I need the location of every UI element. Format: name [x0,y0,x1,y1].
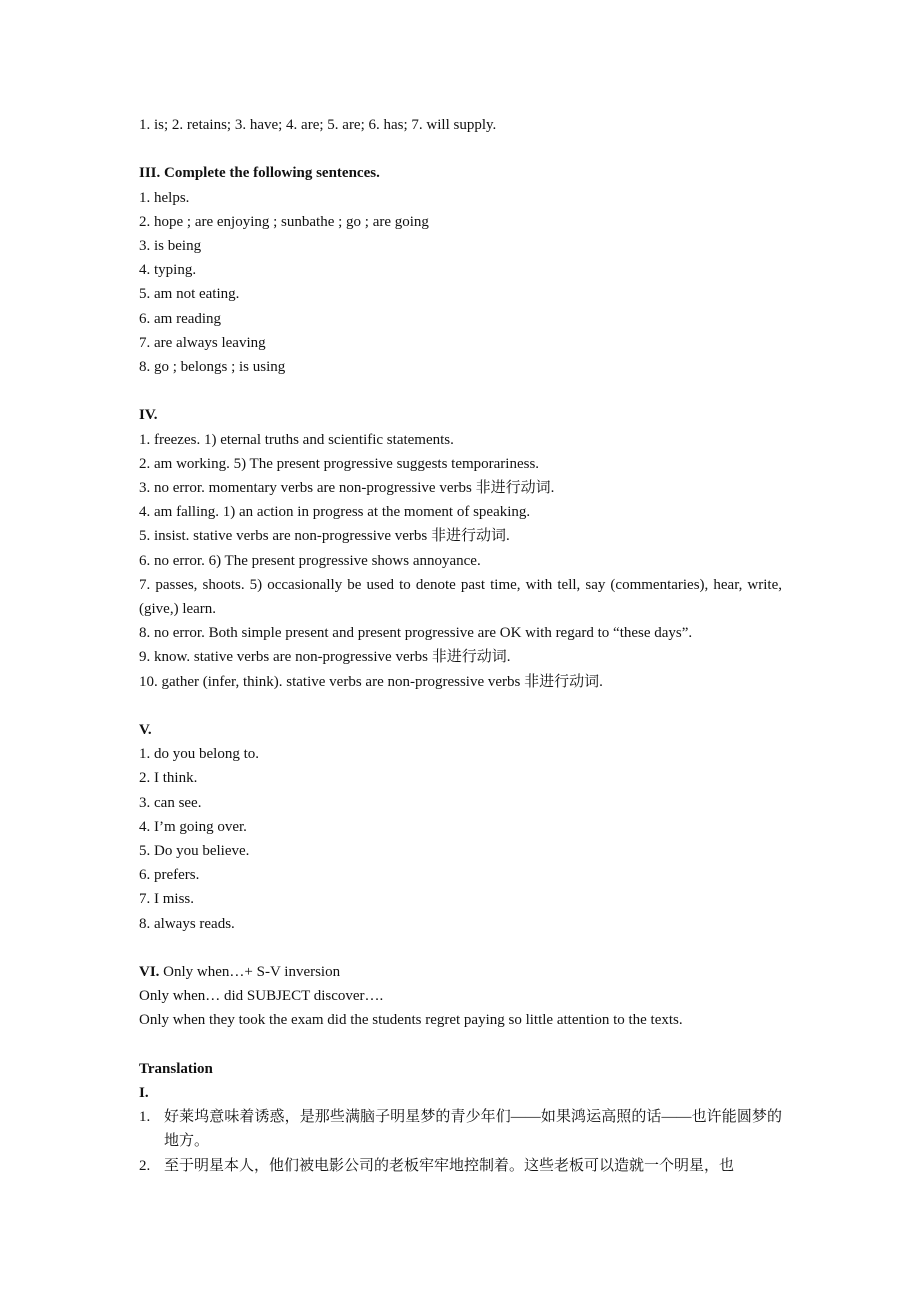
answer-item: 3. can see. [139,794,202,811]
translation-item-text: 好莱坞意味着诱惑，是那些满脑子明星梦的青少年们——如果鸿运高照的话——也许能圆梦的地方。 [164,1109,782,1150]
spacer [139,1033,782,1057]
answer-item: 2. I think. [139,770,198,787]
answer-item: 7. passes, shoots. 5) occasionally be used to denote past time, with tell, say (commentaries), hear, write, (give,) learn. [139,576,782,618]
answer-item: 6. am reading [139,310,222,327]
answer-item: 1. do you belong to. [139,746,259,763]
answer-item: 2. hope ; are enjoying ; sunbathe ; go ; are going [139,213,429,230]
answer-item: 3. no error. momentary verbs are non-progressive verbs 非进行动词. [139,480,555,497]
answer-item: 8. go ; belongs ; is using [139,359,286,376]
answer-item: 2. am working. 5) The present progressive suggests temporariness. [139,455,540,472]
answer-item: 5. insist. stative verbs are non-progressive verbs 非进行动词. [139,528,510,545]
translation-item [139,1105,782,1153]
section-vi-heading-rest: Only when…+ S-V inversion [159,964,341,981]
answer-item: 4. I’m going over. [139,818,247,835]
document-page [139,113,782,1178]
section-iv-heading: IV. [139,407,158,424]
answer-item: 10. gather (infer, think). stative verbs are non-progressive verbs 非进行动词. [139,673,603,690]
spacer [139,694,782,718]
answer-item: 8. always reads. [139,915,235,932]
translation-item [139,1154,782,1178]
translation-heading: Translation [139,1060,213,1077]
answer-item: 5. Do you believe. [139,843,250,860]
answer-item: 7. I miss. [139,891,195,908]
answer-item: 4. typing. [139,262,197,279]
section-ii-answers: 1. is; 2. retains; 3. have; 4. are; 5. are; 6. has; 7. will supply. [139,117,497,133]
answer-item: Only when… did SUBJECT discover…. [139,988,384,1005]
answer-item: 6. no error. 6) The present progressive shows annoyance. [139,552,481,569]
answer-item: 8. no error. Both simple present and present progressive are OK with regard to “these days”. [139,625,693,642]
answer-item: 9. know. stative verbs are non-progressive verbs 非进行动词. [139,649,511,666]
answer-item: 1. helps. [139,189,190,206]
spacer [139,137,782,161]
answer-item: Only when they took the exam did the students regret paying so little attention to the texts. [139,1012,683,1029]
section-vi-line [139,960,782,984]
section-vi-heading: VI. [139,964,160,981]
answer-item: 1. freezes. 1) eternal truths and scientific statements. [139,431,454,448]
translation-item-text: 至于明星本人，他们被电影公司的老板牢牢地控制着。这些老板可以造就一个明星，也 [164,1157,735,1174]
section-v-heading: V. [139,722,152,739]
spacer [139,936,782,960]
section-iii-heading: III. Complete the following sentences. [139,165,380,182]
answer-item: 6. prefers. [139,867,200,884]
answer-item: 4. am falling. 1) an action in progress at the moment of speaking. [139,504,531,521]
translation-subheading: I. [139,1085,149,1102]
answer-item: 7. are always leaving [139,334,266,351]
spacer [139,379,782,403]
translation-item-number: 1. [139,1109,151,1126]
answer-item: 5. am not eating. [139,286,240,303]
translation-item-number: 2. [139,1157,151,1174]
answer-item: 3. is being [139,238,202,254]
